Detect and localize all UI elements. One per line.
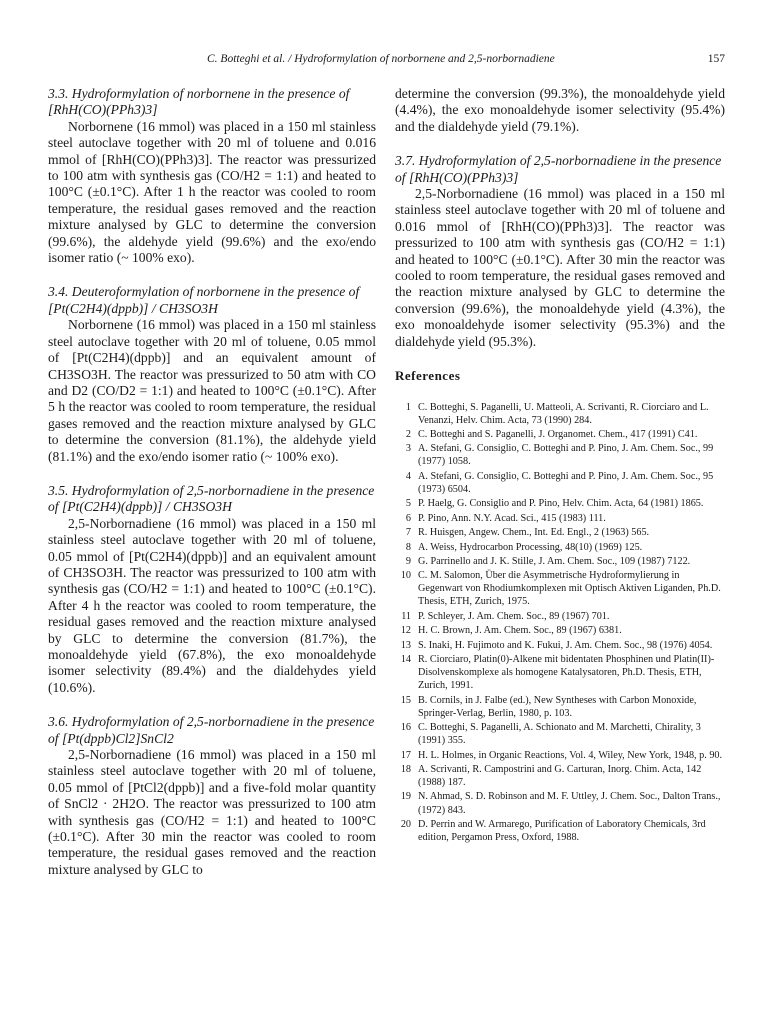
reference-number: 10 — [400, 570, 411, 582]
reference-text: C. Botteghi and S. Paganelli, J. Organomet. Chem., 417 (1991) C41. — [418, 428, 698, 440]
reference-item — [395, 790, 725, 816]
reference-number: 19 — [400, 791, 411, 803]
section-body: 2,5-Norbornadiene (16 mmol) was placed in a 150 ml stainless steel autoclave together with 20 ml of toluene, 0.05 mmol of [Pt(C2H4)(dppb)] and an equivalent amount of CH3SO3H. The reactor was pressurized to 100 atm with synthesis gas (CO/H2 = 1:1) and heated to 100°C (±0.1°C). After 4 h the reactor was cooled to room temperature, the residual gases removed and the reaction mixture analysed by GLC to determine the conversion (81.7%), the monoaldehyde yield (67.8%), the exo monoaldehyde isomer selectivity (89.4%) and the dialdehydes yield (10.6%). — [48, 515, 376, 695]
section-body: determine the conversion (99.3%), the monoaldehyde yield (4.4%), the exo monoaldehyde isomer selectivity (95.4%) and the dialdehyde yield (79.1%). — [395, 86, 725, 134]
reference-item — [395, 639, 725, 652]
reference-text: N. Ahmad, S. D. Robinson and M. F. Uttley, J. Chem. Soc., Dalton Trans., (1972) 843. — [418, 791, 721, 816]
references-list — [395, 401, 725, 845]
reference-number: 17 — [400, 749, 411, 761]
reference-item — [395, 610, 725, 623]
reference-item — [395, 818, 725, 844]
reference-item — [395, 497, 725, 510]
page-number: 157 — [707, 53, 725, 65]
reference-number: 16 — [400, 722, 411, 734]
reference-number: 7 — [405, 527, 411, 539]
reference-item — [395, 653, 725, 692]
reference-text: P. Pino, Ann. N.Y. Acad. Sci., 415 (1983) 111. — [418, 512, 606, 524]
reference-number: 11 — [401, 610, 411, 622]
reference-item — [395, 470, 725, 496]
reference-number: 1 — [405, 401, 411, 413]
reference-number: 15 — [400, 694, 411, 706]
section-title: 3.6. Hydroformylation of 2,5-norbornadiene in the presence of [Pt(dppb)Cl2]SnCl2 — [48, 714, 375, 746]
section-body: Norbornene (16 mmol) was placed in a 150 ml stainless steel autoclave together with 20 ml of toluene and 0.016 mmol of [RhH(CO)(PPh3)3]. The reactor was pressurized to 100 atm with synthesis gas (CO/H2 = 1:1) and heated to 100°C (±0.1°C). After 1 h the reactor was cooled to room temperature, the residual gases removed and the reaction mixture analysed by GLC to determine the conversion (99.6%), the aldehyde yield (99.6%) and the exo/endo isomer ratio (~ 100% exo). — [48, 118, 376, 266]
section-title: 3.3. Hydroformylation of norbornene in the presence of [RhH(CO)(PPh3)3] — [48, 86, 350, 118]
reference-item — [395, 555, 725, 568]
reference-number: 13 — [400, 639, 411, 651]
reference-text: R. Ciorciaro, Platin(0)-Alkene mit bidentaten Phosphinen und Platin(II)-Disolvenskomplexe als homogene Katalysatoren, Ph.D. Thesis, ETH, Zurich, 1991. — [418, 654, 715, 692]
section-3-3 — [48, 86, 376, 266]
section-title: 3.7. Hydroformylation of 2,5-norbornadiene in the presence of [RhH(CO)(PPh3)3] — [395, 153, 722, 185]
reference-item — [395, 569, 725, 608]
reference-text: P. Haelg, G. Consiglio and P. Pino, Helv. Chim. Acta, 64 (1981) 1865. — [418, 498, 704, 510]
section-body: 2,5-Norbornadiene (16 mmol) was placed in a 150 ml stainless steel autoclave together with 20 ml of toluene, 0.05 mmol of [PtCl2(dppb)] and a five-fold molar quantity of SnCl2 · 2H2O. The reactor was pressurized to 100 atm with synthesis gas (CO/H2 = 1:1) and heated to 100°C (±0.1°C). After 30 min the reactor was cooled to room temperature, the residual gases removed and the reaction mixture analysed by GLC to — [48, 747, 376, 877]
section-3-6 — [48, 714, 376, 878]
reference-number: 14 — [400, 654, 411, 666]
right-column — [395, 86, 725, 845]
reference-text: A. Stefani, G. Consiglio, C. Botteghi and P. Pino, J. Am. Chem. Soc., 99 (1977) 1058. — [418, 443, 714, 468]
reference-item — [395, 694, 725, 720]
reference-number: 3 — [405, 443, 411, 455]
reference-number: 2 — [405, 428, 411, 440]
reference-text: D. Perrin and W. Armarego, Purification of Laboratory Chemicals, 3rd edition, Pergamon Press, Oxford, 1988. — [418, 818, 706, 844]
reference-item — [395, 763, 725, 789]
section-title: 3.4. Deuteroformylation of norbornene in the presence of [Pt(C2H4)(dppb)] / CH3SO3H — [48, 284, 360, 316]
reference-text: G. Parrinello and J. K. Stille, J. Am. Chem. Soc., 109 (1987) 7122. — [418, 555, 691, 567]
reference-item — [395, 541, 725, 554]
section-body: 2,5-Norbornadiene (16 mmol) was placed in a 150 ml stainless steel autoclave together with 20 ml of toluene and 0.016 mmol of [RhH(CO)(PPh3)3]. The reactor was pressurized to 100 atm with synthesis gas (CO/H2 = 1:1) and heated to 100°C (±0.1°C). After 30 min the reactor was cooled to room temperature, the residual gases removed and the reaction mixture analysed by GLC to determine the conversion (99.6%), the monoaldehyde yield (4.3%), the exo monoaldehyde isomer selectivity (95.3%) and the dialdehyde yield (95.3%). — [395, 186, 725, 349]
reference-number: 9 — [405, 555, 411, 567]
running-title: C. Botteghi et al. / Hydroformylation of norbornene and 2,5-norbornadiene — [207, 53, 555, 65]
reference-text: C. Botteghi, S. Paganelli, A. Schionato and M. Marchetti, Chirality, 3 (1991) 355. — [418, 722, 701, 747]
reference-number: 12 — [400, 625, 411, 637]
section-3-5 — [48, 483, 376, 696]
reference-text: H. C. Brown, J. Am. Chem. Soc., 89 (1967) 6381. — [418, 625, 622, 637]
reference-text: C. Botteghi, S. Paganelli, U. Matteoli, A. Scrivanti, R. Ciorciaro and L. Venanzi, Helv. Chim. Acta, 73 (1990) 284. — [418, 401, 709, 426]
reference-item — [395, 512, 725, 525]
reference-text: A. Scrivanti, R. Campostrini and G. Carturan, Inorg. Chim. Acta, 142 (1988) 187. — [418, 763, 702, 789]
reference-number: 5 — [405, 498, 411, 510]
reference-text: P. Schleyer, J. Am. Chem. Soc., 89 (1967) 701. — [418, 610, 610, 622]
section-3-4 — [48, 284, 376, 464]
reference-number: 18 — [400, 763, 411, 775]
section-3-6-continued — [395, 86, 725, 135]
reference-item — [395, 526, 725, 539]
reference-item — [395, 428, 725, 441]
reference-item — [395, 749, 725, 762]
reference-number: 20 — [400, 818, 411, 830]
reference-item — [395, 721, 725, 747]
references-heading: References — [395, 368, 461, 384]
section-body: Norbornene (16 mmol) was placed in a 150 ml stainless steel autoclave together with 20 ml of toluene, 0.05 mmol of [Pt(C2H4)(dppb)] and an equivalent amount of CH3SO3H. The reactor was pressurized to 50 atm with CO and D2 (CO/D2 = 1:1) and heated to 100°C (±0.1°C). After 5 h the reactor was cooled to room temperature, the residual gases removed and the reaction mixture analysed by GLC to determine the conversion (81.1%), the aldehyde yield (81.1%) and the exo/endo isomer ratio (~ 100% exo). — [48, 317, 376, 464]
reference-text: B. Cornils, in J. Falbe (ed.), New Syntheses with Carbon Monoxide, Springer-Verlag, Berlin, 1980, p. 103. — [418, 694, 697, 719]
section-3-7 — [395, 153, 725, 350]
reference-text: R. Huisgen, Angew. Chem., Int. Ed. Engl., 2 (1963) 565. — [418, 527, 650, 539]
section-title: 3.5. Hydroformylation of 2,5-norbornadiene in the presence of [Pt(C2H4)(dppb)] / CH3SO3H — [48, 482, 375, 515]
reference-item — [395, 624, 725, 637]
reference-text: C. M. Salomon, Über die Asymmetrische Hydroformylierung in Gegenwart von Rhodiumkomplexen mit Optisch Aktiven Liganden, Ph.D. Thesis, ETH, Zurich, 1975. — [418, 570, 721, 608]
reference-text: A. Weiss, Hydrocarbon Processing, 48(10) (1969) 125. — [418, 541, 643, 553]
reference-number: 8 — [405, 541, 411, 553]
reference-text: S. Inaki, H. Fujimoto and K. Fukui, J. Am. Chem. Soc., 98 (1976) 4054. — [418, 639, 713, 651]
reference-item — [395, 442, 725, 468]
reference-number: 4 — [405, 470, 411, 482]
reference-text: H. L. Holmes, in Organic Reactions, Vol. 4, Wiley, New York, 1948, p. 90. — [418, 749, 723, 761]
reference-number: 6 — [405, 512, 411, 524]
running-header — [52, 50, 725, 68]
left-column — [48, 86, 376, 896]
reference-text: A. Stefani, G. Consiglio, C. Botteghi and P. Pino, J. Am. Chem. Soc., 95 (1973) 6504. — [418, 470, 714, 495]
reference-item — [395, 401, 725, 427]
